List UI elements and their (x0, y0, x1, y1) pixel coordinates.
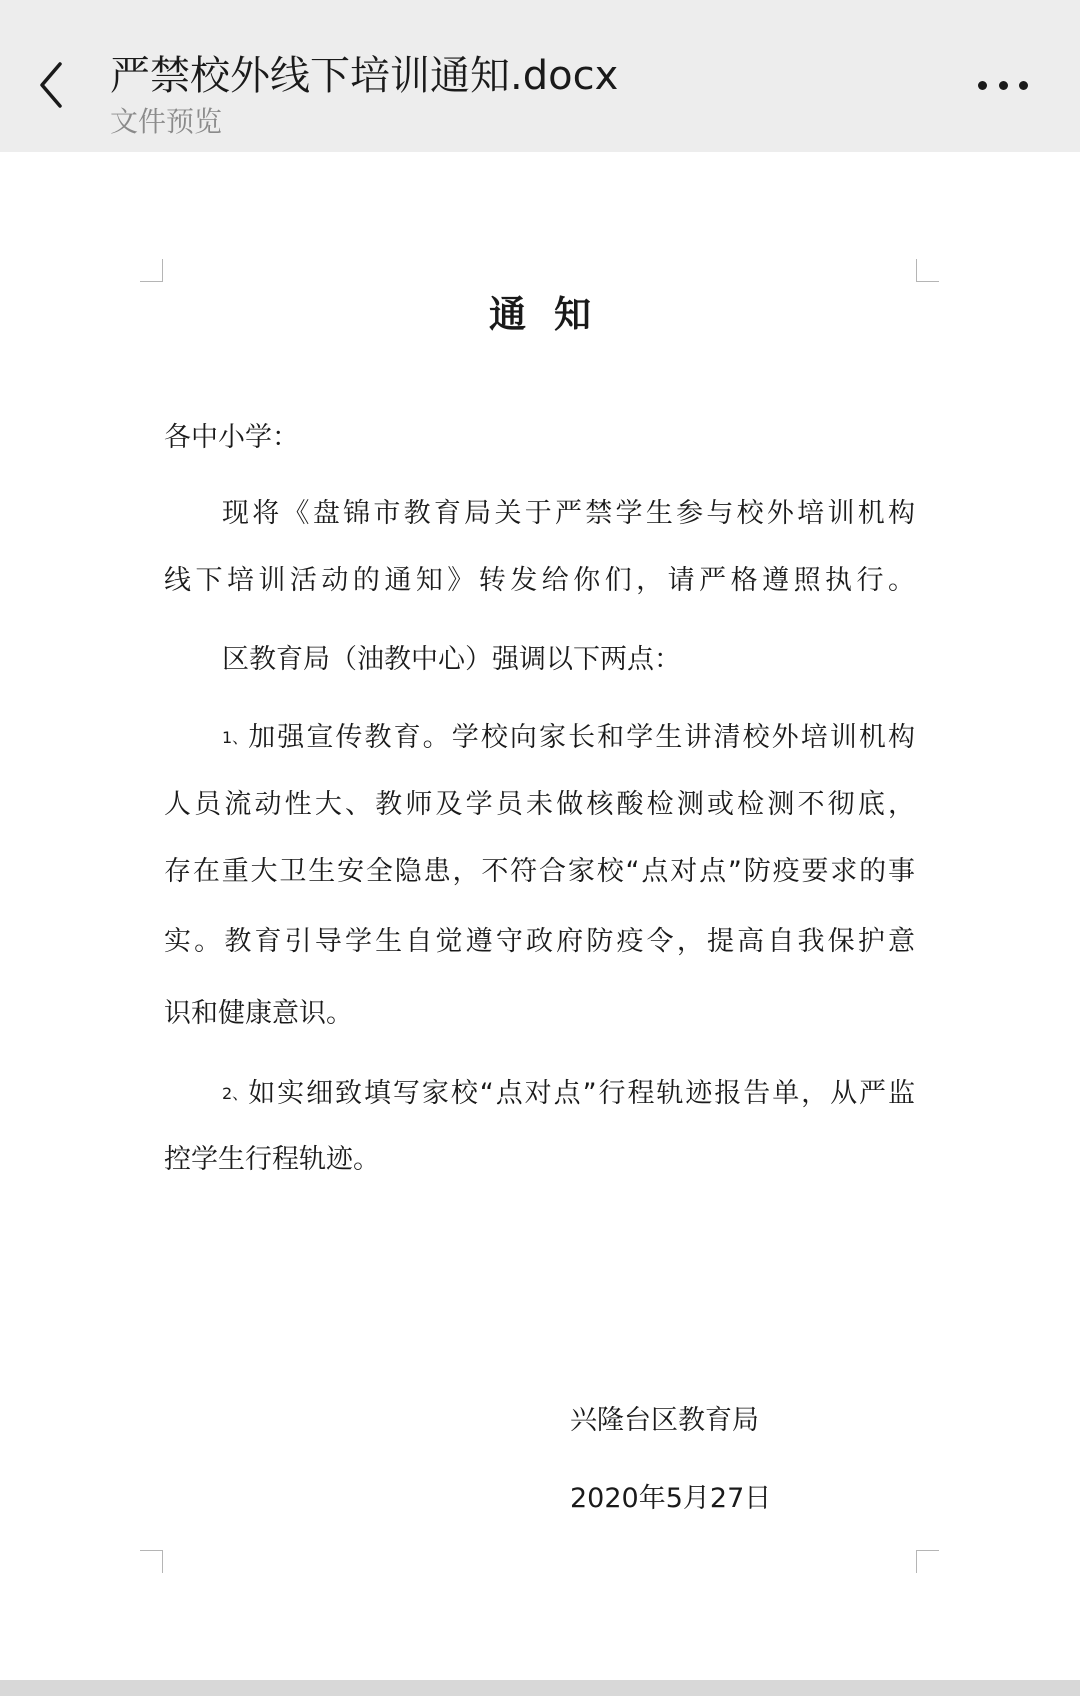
more-options-icon[interactable] (978, 78, 1028, 92)
paragraph-line: 实。教育引导学生自觉遵守政府防疫令，提高自我保护意 (164, 926, 915, 957)
bottom-bar (0, 1680, 1080, 1696)
top-bar (0, 0, 1080, 152)
paragraph-line: 加强宣传教育。学校向家长和学生讲清校外培训机构 (248, 722, 915, 753)
paragraph-line: 控学生行程轨迹。 (164, 1144, 380, 1175)
paragraph-line: 线下培训活动的通知》转发给你们，请严格遵照执行。 (164, 565, 915, 596)
paragraph-line: 如实细致填写家校“点对点”行程轨迹报告单，从严监 (248, 1078, 915, 1109)
paragraph-line: 区教育局（油教中心）强调以下两点： (222, 644, 681, 675)
list-item-2 (222, 1074, 915, 1114)
date: 2020年5月27日 (570, 1483, 772, 1514)
paragraph-line: 人员流动性大、教师及学员未做核酸检测或检测不彻底， (164, 789, 915, 820)
list-number: 2、 (222, 1084, 249, 1103)
page-corner-mark (140, 1550, 163, 1573)
paragraph-line: 现将《盘锦市教育局关于严禁学生参与校外培训机构 (222, 498, 915, 529)
page-corner-mark (916, 1550, 939, 1573)
paragraph-line: 识和健康意识。 (164, 998, 353, 1029)
list-item-1 (222, 718, 915, 758)
signature: 兴隆台区教育局 (570, 1405, 759, 1436)
file-title: 严禁校外线下培训通知.docx (110, 53, 619, 99)
list-number: 1、 (222, 728, 249, 747)
page-corner-mark (140, 259, 163, 282)
back-icon[interactable] (36, 60, 70, 110)
paragraph-line: 存在重大卫生安全隐患，不符合家校“点对点”防疫要求的事 (164, 856, 915, 887)
file-subtitle: 文件预览 (110, 105, 223, 138)
page-corner-mark (916, 259, 939, 282)
document-title: 通知 (489, 293, 619, 336)
salutation: 各中小学： (164, 422, 299, 453)
